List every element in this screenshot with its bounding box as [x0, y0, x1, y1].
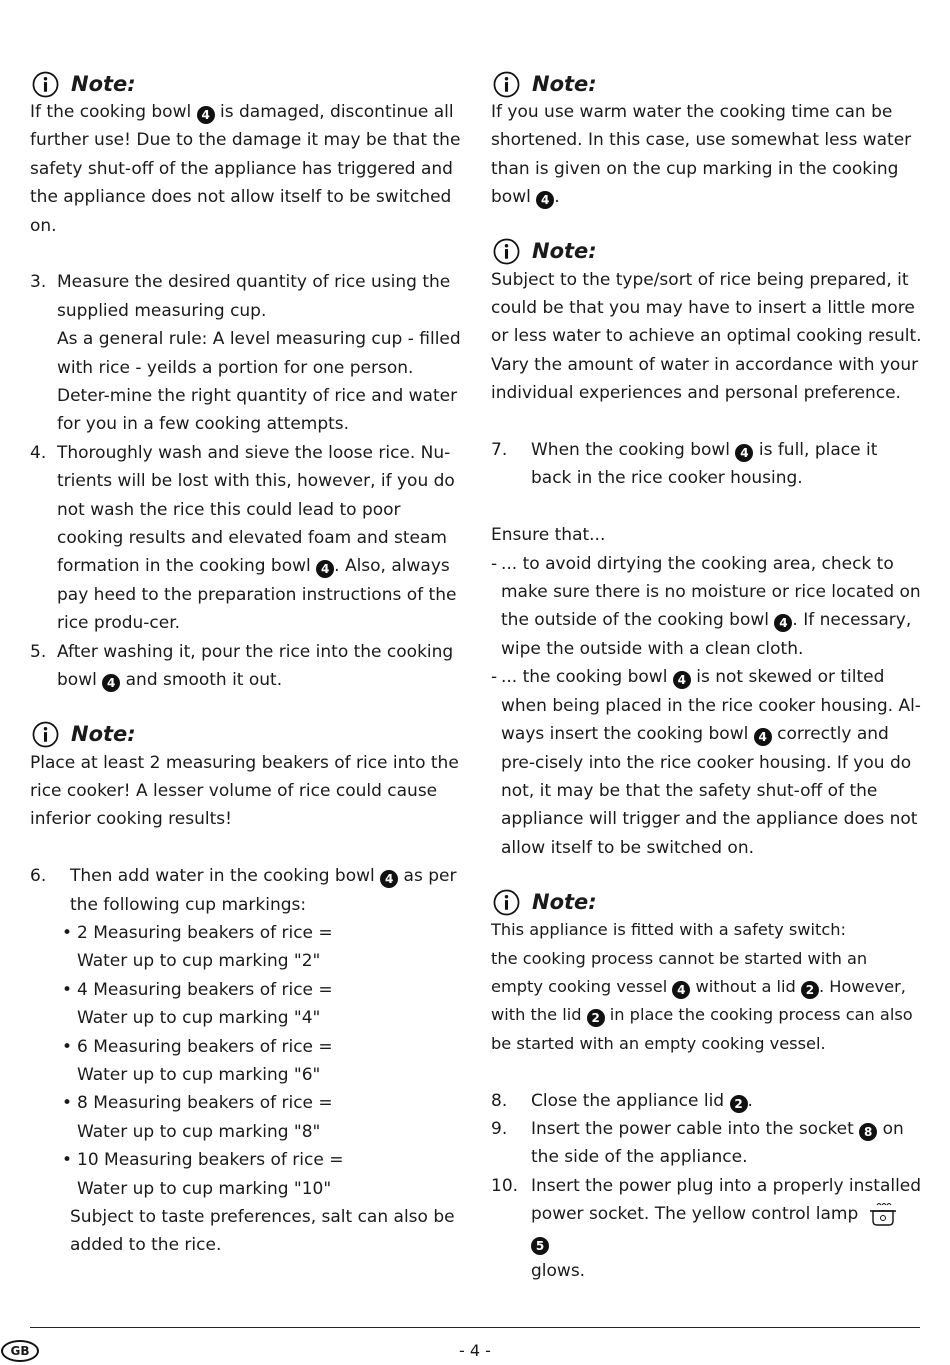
- step-text: Then add water in the cooking bowl 4 as per the following cup markings:: [70, 866, 457, 915]
- step-text: Measure the desired quantity of rice using the supplied measuring cup.: [57, 272, 451, 321]
- step-number: 9.: [491, 1118, 508, 1139]
- note-text: Place at least 2 measuring beakers of rice into the rice cooker! A lesser volume of rice could cause inferior cooking results!: [30, 752, 459, 830]
- note-text: This appliance is fitted with a safety switch: the cooking process cannot be started with an empty cooking vessel 4 without a lid 2 . However, with the lid 2 in place the cooking process can also be started with an empty cooking vessel.: [491, 920, 913, 1053]
- info-icon: [32, 721, 59, 748]
- step-number: 6.: [30, 866, 47, 887]
- note-title: Note:: [532, 889, 597, 914]
- list-item: [491, 436, 923, 493]
- part-badge-4: 4: [735, 444, 753, 462]
- part-badge-2: 2: [730, 1095, 748, 1113]
- part-badge-2: 2: [587, 1009, 605, 1027]
- part-badge-4: 4: [197, 106, 215, 124]
- info-icon: [493, 71, 520, 98]
- left-column: [30, 66, 465, 1260]
- info-icon: [32, 71, 59, 98]
- step-number: 8.: [491, 1090, 508, 1111]
- list-item: [30, 268, 465, 438]
- part-badge-8: 8: [859, 1123, 877, 1141]
- dash-item: - ... to avoid dirtying the cooking area, check to make sure there is no moisture or rice located on the outside of the cooking bowl 4 . If necessary, wipe the outside with a clean cloth.: [491, 553, 921, 659]
- part-badge-4: 4: [673, 671, 691, 689]
- note-title: Note:: [532, 71, 597, 96]
- step-number: 4.: [30, 442, 47, 463]
- part-badge-4: 4: [672, 981, 690, 999]
- note-heading: [30, 717, 465, 753]
- part-badge-2: 2: [801, 981, 819, 999]
- bullet-item: • 2 Measuring beakers of rice = Water up to cup marking "2": [62, 922, 333, 972]
- step-text: Insert the power cable into the socket 8 on the side of the appliance.: [531, 1118, 904, 1168]
- ensure-text: Ensure that...: [491, 525, 606, 546]
- info-icon: [493, 889, 520, 916]
- bullet-item: • 6 Measuring beakers of rice = Water up to cup marking "6": [62, 1036, 333, 1085]
- footer-divider: [30, 1327, 920, 1328]
- step-number: 5.: [30, 641, 47, 662]
- part-badge-4: 4: [102, 674, 120, 692]
- note-text: If the cooking bowl 4 is damaged, discontinue all further use! Due to the damage it may be that the safety shut-off of the appliance has triggered and the appliance does not allow itself to be switched on.: [30, 102, 461, 236]
- step-number: 7.: [491, 440, 508, 461]
- part-badge-5: 5: [531, 1237, 549, 1255]
- dash-item: - ... the cooking bowl 4 is not skewed or tilted when being placed in the rice cooker housing. Al-ways insert the cooking bowl 4 correctly and pre-cisely into the rice cooker housing. If you do not, it may be that the safety shut-off of the appliance will trigger and the appliance does not allow itself to be switched on.: [491, 667, 921, 858]
- bullet-item: • 8 Measuring beakers of rice = Water up to cup marking "8": [62, 1093, 333, 1142]
- right-column: [491, 66, 923, 1285]
- list-item: [30, 439, 465, 638]
- part-badge-4: 4: [536, 191, 554, 209]
- step-text: Thoroughly wash and sieve the loose rice. Nu-trients will be lost with this, however, if you do not wash the rice this could lead to poor cooking results and elevated foam and steam formation in the cooking bowl 4 . Also, always pay heed to the preparation instructions of the rice produ-cer.: [57, 442, 457, 634]
- note-text: If you use warm water the cooking time can be shortened. In this case, use somewhat less water than is given on the cup marking in the cooking bowl 4 .: [491, 102, 912, 208]
- note-title: Note:: [532, 239, 597, 264]
- step-tail-text: Subject to taste preferences, salt can also be added to the rice.: [70, 1207, 455, 1256]
- list-item: [491, 1172, 923, 1286]
- list-item: [491, 1115, 923, 1172]
- step-number: 3.: [30, 272, 47, 293]
- step-text: After washing it, pour the rice into the cooking bowl 4 and smooth it out.: [57, 641, 454, 691]
- part-badge-4: 4: [316, 560, 334, 578]
- step-text: As a general rule: A level measuring cup - filled with rice - yeilds a portion for one person. Deter-mine the right quantity of rice and water for you in a few cooking attempts.: [57, 329, 461, 435]
- note-title: Note:: [71, 722, 136, 747]
- list-item: [30, 638, 465, 695]
- country-badge: GB: [1, 1340, 39, 1362]
- note-title: Note:: [71, 71, 136, 96]
- part-badge-4: 4: [754, 728, 772, 746]
- page-number: - 4 -: [459, 1341, 491, 1360]
- step-text: When the cooking bowl 4 is full, place it back in the rice cooker housing.: [531, 440, 878, 489]
- step-number: 10.: [491, 1175, 519, 1196]
- step-text: Close the appliance lid 2 .: [531, 1090, 753, 1111]
- step-text: Insert the power plug into a properly installed power socket. The yellow control lamp 5 glows.: [531, 1175, 922, 1281]
- info-icon: [493, 238, 520, 265]
- note-heading: [30, 66, 465, 102]
- part-badge-4: 4: [774, 614, 792, 632]
- part-badge-4: 4: [380, 870, 398, 888]
- list-item: [491, 1087, 923, 1115]
- bullet-item: • 10 Measuring beakers of rice = Water up to cup marking "10": [62, 1150, 344, 1199]
- cooker-lamp-icon: [868, 1201, 898, 1227]
- note-heading: [491, 66, 923, 102]
- bullet-item: • 4 Measuring beakers of rice = Water up to cup marking "4": [62, 979, 333, 1029]
- list-item: [30, 862, 465, 1260]
- note-text: Subject to the type/sort of rice being prepared, it could be that you may have to insert a little more or less water to achieve an optimal cooking result. Vary the amount of water in accordance with your individual experiences and personal preference.: [491, 269, 922, 404]
- note-heading: [491, 234, 923, 270]
- note-heading: [491, 884, 923, 920]
